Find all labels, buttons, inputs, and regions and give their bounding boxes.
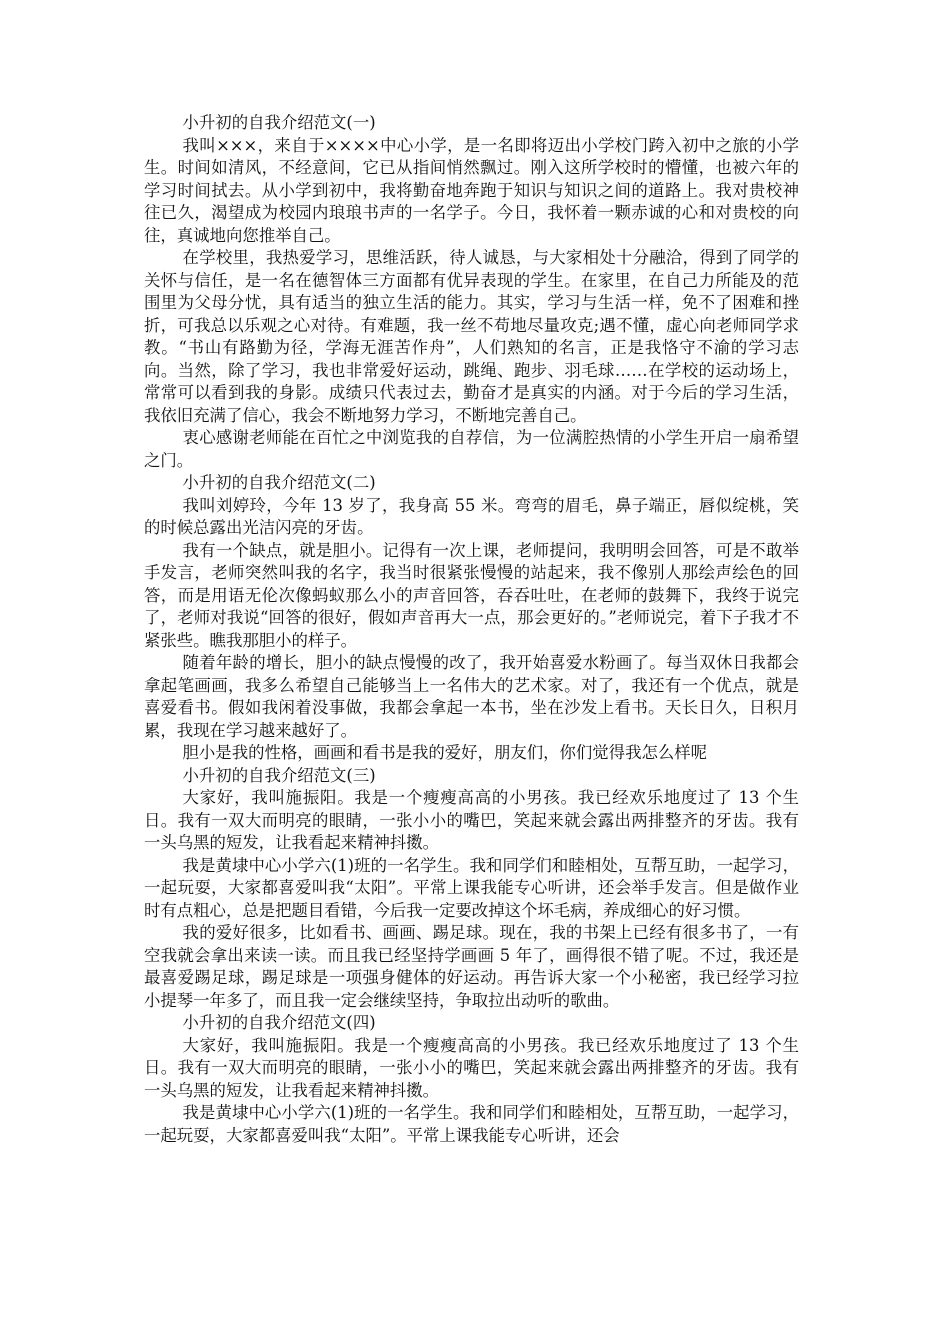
paragraph: 我是黄埭中心小学六(1)班的一名学生。我和同学们和睦相处，互帮互助，一起学习，一起玩耍，大家都喜爱叫我“太阳”。平常上课我能专心听讲，还会 [144, 1103, 799, 1145]
section-1 [144, 112, 799, 472]
section-title: 小升初的自我介绍范文(二) [182, 473, 376, 492]
paragraph: 大家好，我叫施振阳。我是一个瘦瘦高高的小男孩。我已经欢乐地度过了 13 个生日。我有一双大而明亮的眼睛，一张小小的嘴巴，笑起来就会露出两排整齐的牙齿。我有一头乌黑的短发，让我看起来精神抖擞。 [144, 1035, 799, 1100]
paragraph: 我是黄埭中心小学六(1)班的一名学生。我和同学们和睦相处，互帮互助，一起学习，一起玩耍，大家都喜爱叫我“太阳”。平常上课我能专心听讲，还会举手发言。但是做作业时有点粗心，总是把题目看错，今后我一定要改掉这个坏毛病，养成细心的好习惯。 [144, 855, 799, 920]
paragraph: 胆小是我的性格，画画和看书是我的爱好，朋友们，你们觉得我怎么样呢 [182, 743, 708, 762]
paragraph: 衷心感谢老师能在百忙之中浏览我的自荐信，为一位满腔热情的小学生开启一扇希望之门。 [144, 428, 799, 470]
section-title: 小升初的自我介绍范文(一) [182, 113, 376, 132]
section-title: 小升初的自我介绍范文(四) [182, 1013, 376, 1032]
paragraph: 我叫×××，来自于××××中心小学，是一名即将迈出小学校门跨入初中之旅的小学生。时间如清风，不经意间，它已从指间悄然飘过。刚入这所学校时的懵懂，也被六年的学习时间拭去。从小学到初中，我将勤奋地奔跑于知识与知识之间的道路上。我对贵校神往已久，渴望成为校园内琅琅书声的一名学子。今日，我怀着一颗赤诚的心和对贵校的向往，真诚地向您推举自己。 [144, 135, 799, 245]
paragraph: 我有一个缺点，就是胆小。记得有一次上课，老师提问，我明明会回答，可是不敢举手发言，老师突然叫我的名字，我当时很紧张慢慢的站起来，我不像别人那绘声绘色的回答，而是用语无伦次像蚂蚁那么小的声音回答，吞吞吐吐，在老师的鼓舞下，我终于说完了，老师对我说“回答的很好，假如声音再大一点，那会更好的。”老师说完，着下子我才不紧张些。瞧我那胆小的样子。 [144, 540, 799, 650]
section-3 [144, 765, 799, 1013]
section-2 [144, 472, 799, 765]
paragraph: 我叫刘婷玲，今年 13 岁了，我身高 55 米。弯弯的眉毛，鼻子端正，唇似绽桃，笑的时候总露出光洁闪亮的牙齿。 [144, 495, 799, 537]
section-4 [144, 1012, 799, 1147]
paragraph: 在学校里，我热爱学习，思维活跃，待人诚恳，与大家相处十分融洽，得到了同学的关怀与信任，是一名在德智体三方面都有优异表现的学生。在家里，在自己力所能及的范围里为父母分忧，具有适当的独立生活的能力。其实，学习与生活一样，免不了困难和挫折，可我总以乐观之心对待。有难题，我一丝不苟地尽量攻克;遇不懂，虚心向老师同学求教。“书山有路勤为径，学海无涯苦作舟”，人们熟知的名言，正是我恪守不渝的学习志向。当然，除了学习，我也非常爱好运动，跳绳、跑步、羽毛球……在学校的运动场上，常常可以看到我的身影。成绩只代表过去，勤奋才是真实的内涵。对于今后的学习生活，我依旧充满了信心，我会不断地努力学习，不断地完善自己。 [144, 248, 799, 425]
document-page [144, 112, 799, 1147]
paragraph: 大家好，我叫施振阳。我是一个瘦瘦高高的小男孩。我已经欢乐地度过了 13 个生日。我有一双大而明亮的眼睛，一张小小的嘴巴，笑起来就会露出两排整齐的牙齿。我有一头乌黑的短发，让我看起来精神抖擞。 [144, 788, 799, 852]
paragraph: 我的爱好很多，比如看书、画画、踢足球。现在，我的书架上已经有很多书了，一有空我就会拿出来读一读。而且我已经坚持学画画 5 年了，画得很不错了呢。不过，我还是最喜爱踢足球，踢足球是一项强身健体的好运动。再告诉大家一个小秘密，我已经学习拉小提琴一年多了，而且我一定会继续坚持，争取拉出动听的歌曲。 [144, 923, 799, 1010]
paragraph: 随着年龄的增长，胆小的缺点慢慢的改了，我开始喜爱水粉画了。每当双休日我都会拿起笔画画，我多么希望自己能够当上一名伟大的艺术家。对了，我还有一个优点，就是喜爱看书。假如我闲着没事做，我都会拿起一本书，坐在沙发上看书。天长日久，日积月累，我现在学习越来越好了。 [144, 653, 799, 740]
section-title: 小升初的自我介绍范文(三) [182, 765, 376, 785]
